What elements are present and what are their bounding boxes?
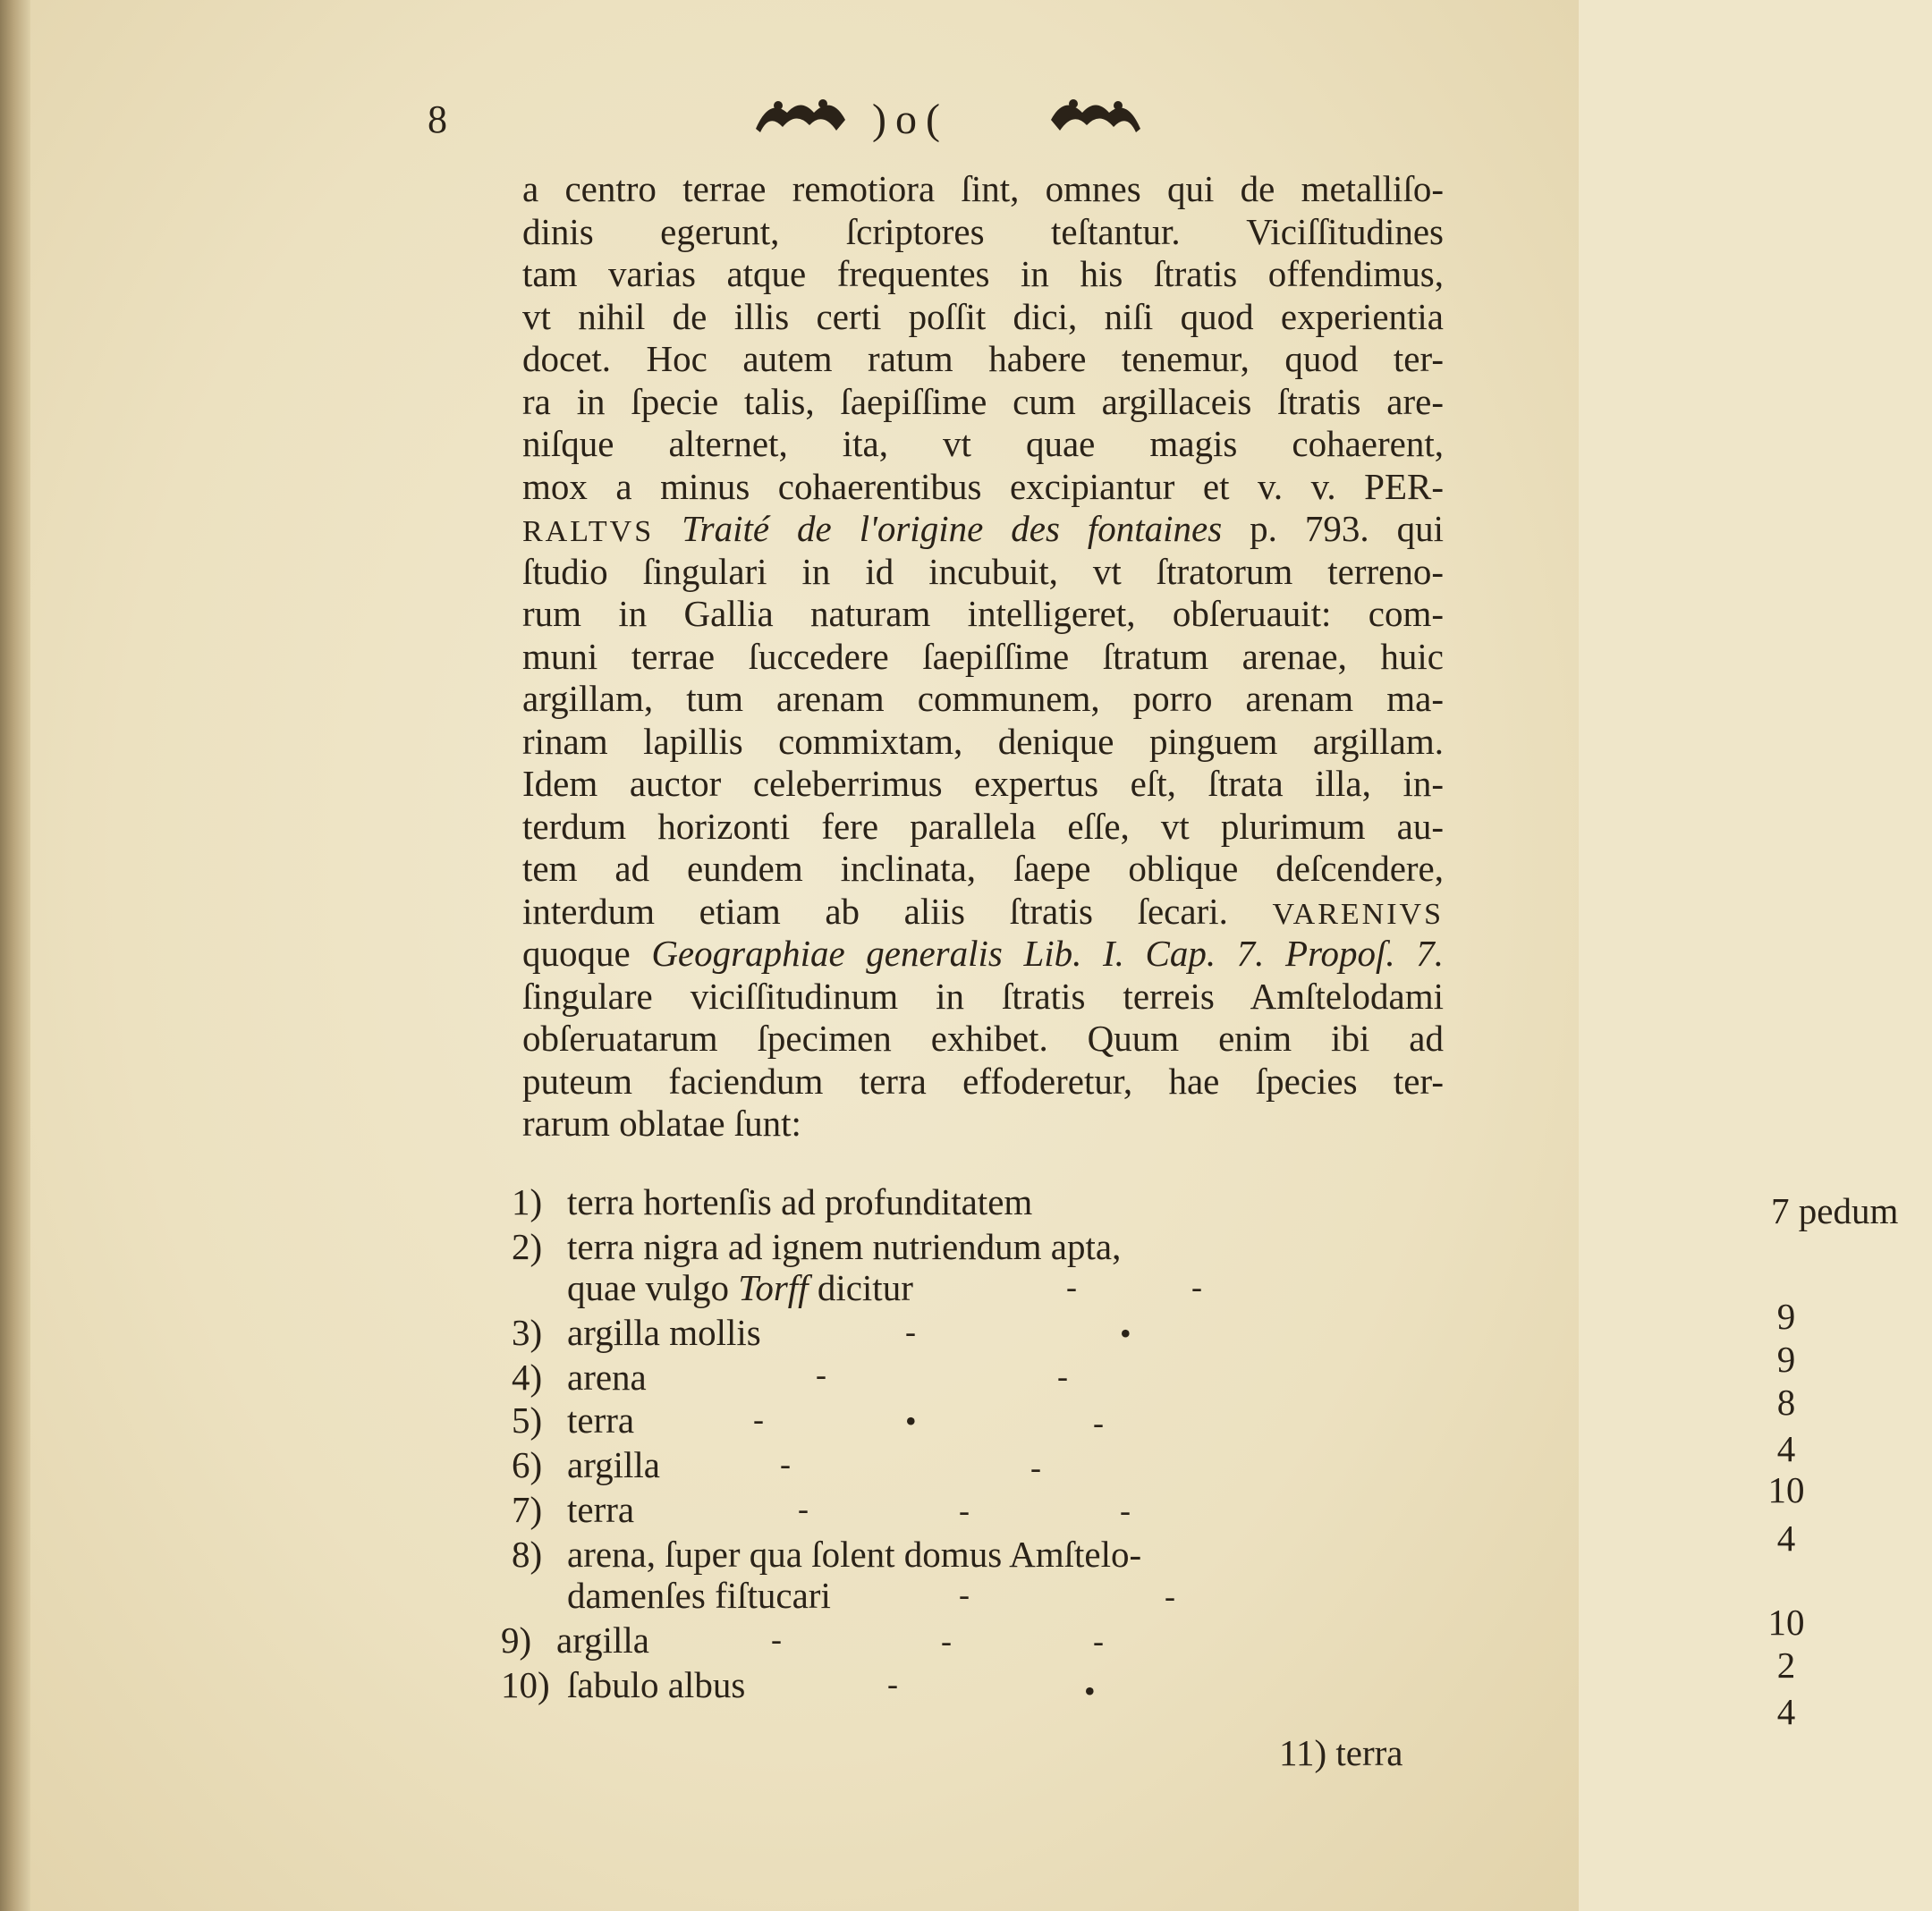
leader-dash: - bbox=[753, 1401, 764, 1437]
term-italic: Torff bbox=[738, 1267, 809, 1308]
text-line: ra in ſpecie talis, ſaepiſſime cum argillaceis ſtratis are- bbox=[522, 380, 1444, 422]
leader-dash: - bbox=[941, 1623, 952, 1659]
stratum-name: argilla bbox=[567, 1444, 660, 1485]
leader-dash: - bbox=[1165, 1578, 1175, 1614]
text-line: dinis egerunt, ſcriptores teſtantur. Viciſſitudines bbox=[522, 210, 1444, 252]
list-item: 1) terra hortenſis ad profunditatem bbox=[512, 1181, 1033, 1222]
leader-dash: - bbox=[1191, 1269, 1202, 1305]
left-fleuron-icon bbox=[751, 93, 850, 138]
leader-dash: - bbox=[780, 1446, 791, 1482]
stratum-depth: 4 bbox=[1776, 1428, 1796, 1469]
text-line: Idem auctor celeberrimus expertus eſt, ſtrata illa, in- bbox=[522, 763, 1444, 804]
text-line: tam varias atque frequentes in his ſtratis offendimus, bbox=[522, 253, 1444, 294]
text-line: vt nihil de illis certi poſſit dici, niſi quod experientia bbox=[522, 295, 1444, 337]
stratum-depth: 9 bbox=[1776, 1296, 1796, 1337]
leader-dash: - bbox=[816, 1357, 826, 1392]
leader-dash: - bbox=[1030, 1450, 1041, 1485]
stratum-name: arena bbox=[567, 1357, 647, 1398]
leader-dash: - bbox=[771, 1621, 782, 1657]
text-line: docet. Hoc autem ratum habere tenemur, quod ter- bbox=[522, 338, 1444, 379]
stratum-name: terra bbox=[567, 1399, 635, 1441]
stratum-name: ſabulo albus bbox=[567, 1664, 746, 1705]
leader-dash: - bbox=[1120, 1492, 1131, 1528]
leader-dash: • bbox=[1084, 1673, 1096, 1709]
text-fragment: quoque bbox=[522, 933, 631, 974]
book-title: Traité de l'origine des fontaines bbox=[682, 508, 1223, 549]
stratum-depth: 7 pedum bbox=[1771, 1190, 1899, 1231]
list-item-continuation: quae vulgo Torff dicitur bbox=[567, 1267, 913, 1308]
list-item: 2) terra nigra ad ignem nutriendum apta, bbox=[512, 1226, 1122, 1267]
right-fleuron-icon bbox=[1046, 93, 1145, 138]
text-line: ſingulare viciſſitudinum in ſtratis terreis Amſtelodami bbox=[522, 975, 1444, 1017]
stratum-name: arena, ſuper qua ſolent domus Amſtelo- bbox=[567, 1534, 1142, 1575]
leader-dash: - bbox=[1093, 1623, 1104, 1659]
list-item: 5) terra bbox=[512, 1399, 635, 1441]
stratum-depth: 9 bbox=[1776, 1339, 1796, 1380]
text-line-citation bbox=[522, 891, 1444, 934]
header-ornament-text: )o( bbox=[872, 96, 949, 143]
list-item: 3) argilla mollis bbox=[512, 1312, 761, 1353]
text-line: a centro terrae remotiora ſint, omnes qui de metalliſo- bbox=[522, 168, 1444, 209]
stratum-depth: 2 bbox=[1776, 1645, 1796, 1686]
leader-dash: - bbox=[798, 1491, 809, 1526]
text-line: rum in Gallia naturam intelligeret, obſeruauit: com- bbox=[522, 593, 1444, 634]
leader-dash: • bbox=[1120, 1315, 1131, 1351]
stratum-name: terra hortenſis ad profunditatem bbox=[567, 1181, 1033, 1222]
text-line: ſtudio ſingulari in id incubuit, vt ſtratorum terreno- bbox=[522, 550, 1444, 592]
text-line-citation bbox=[522, 508, 1444, 551]
stratum-name: argilla bbox=[556, 1619, 649, 1661]
leader-dash: - bbox=[959, 1577, 970, 1612]
text-line-citation bbox=[522, 933, 1444, 976]
author-name: VARENIVS bbox=[1272, 897, 1444, 931]
text-fragment: p. 793. qui bbox=[1250, 508, 1444, 549]
leader-dash: - bbox=[1066, 1269, 1077, 1305]
text-line: terdum horizonti fere parallela eſſe, vt plurimum au- bbox=[522, 805, 1444, 847]
text-line: mox a minus cohaerentibus excipiantur et v. v. PER- bbox=[522, 465, 1444, 507]
list-item-continuation: damenſes fiſtucari bbox=[567, 1575, 831, 1616]
stratum-name: terra nigra ad ignem nutriendum apta, bbox=[567, 1226, 1122, 1267]
stratum-name: argilla mollis bbox=[567, 1312, 761, 1353]
list-item: 4) arena bbox=[512, 1357, 647, 1398]
list-item: 9) argilla bbox=[501, 1619, 649, 1661]
stratum-depth: 4 bbox=[1776, 1518, 1796, 1559]
page-gutter-shadow bbox=[0, 0, 30, 1911]
stratum-name: terra bbox=[567, 1489, 635, 1530]
leader-dash: • bbox=[905, 1403, 917, 1439]
header-ornament bbox=[751, 93, 1145, 147]
text-line: obſeruatarum ſpecimen exhibet. Quum enim ibi ad bbox=[522, 1018, 1444, 1059]
text-line: niſque alternet, ita, vt quae magis cohaerent, bbox=[522, 423, 1444, 464]
text-line: puteum faciendum terra effoderetur, hae ſpecies ter- bbox=[522, 1060, 1444, 1102]
text-line: tem ad eundem inclinata, ſaepe oblique deſcendere, bbox=[522, 848, 1444, 889]
stratum-depth: 8 bbox=[1776, 1382, 1796, 1423]
stratum-depth: 10 bbox=[1767, 1602, 1805, 1643]
text-line: argillam, tum arenam communem, porro arenam ma- bbox=[522, 678, 1444, 719]
book-title: Geographiae generalis Lib. I. Cap. 7. Propoſ. 7. bbox=[651, 933, 1444, 974]
leader-dash: - bbox=[905, 1314, 916, 1349]
list-item: 8) arena, ſuper qua ſolent domus Amſtelo- bbox=[512, 1534, 1142, 1575]
catchword: 11) terra bbox=[1279, 1732, 1403, 1773]
leader-dash: - bbox=[887, 1666, 898, 1702]
text-line: muni terrae ſuccedere ſaepiſſime ſtratum arenae, huic bbox=[522, 635, 1444, 677]
leader-dash: - bbox=[1057, 1358, 1068, 1394]
main-paragraph bbox=[522, 168, 1444, 1146]
stratum-depth: 4 bbox=[1776, 1691, 1796, 1732]
text-line: rinam lapillis commixtam, denique pinguem argillam. bbox=[522, 720, 1444, 762]
text-fragment: interdum etiam ab aliis ſtratis ſecari. bbox=[522, 890, 1228, 932]
list-item: 10) ſabulo albus bbox=[501, 1664, 746, 1705]
stratum-depth: 10 bbox=[1767, 1469, 1805, 1510]
leader-dash: - bbox=[1093, 1405, 1104, 1441]
text-line: rarum oblatae ſunt: bbox=[522, 1103, 801, 1144]
author-name: RALTVS bbox=[522, 515, 655, 548]
list-item: 6) argilla bbox=[512, 1444, 660, 1485]
list-item: 7) terra bbox=[512, 1489, 635, 1530]
page-number: 8 bbox=[428, 97, 447, 141]
leader-dash: - bbox=[959, 1492, 970, 1528]
